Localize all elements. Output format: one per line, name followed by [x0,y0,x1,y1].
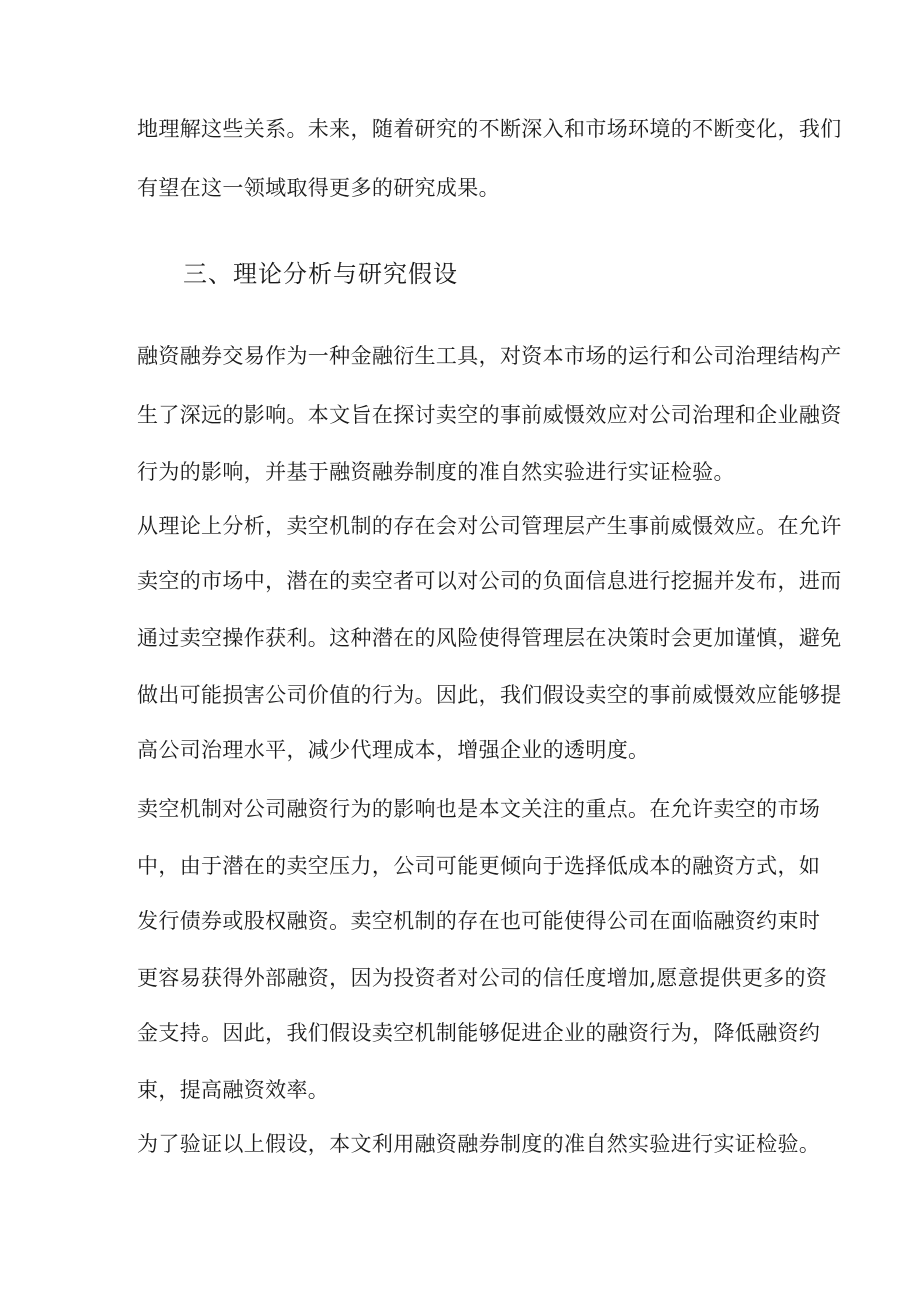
paragraph-2-line-2: 卖空的市场中，潜在的卖空者可以对公司的负面信息进行挖掘并发布，进而 [137,569,842,593]
paragraph-2-line-5: 高公司治理水平，减少代理成本，增强企业的透明度。 [137,738,650,762]
paragraph-2-line-4: 做出可能损害公司价值的行为。因此，我们假设卖空的事前威慑效应能够提 [137,683,842,707]
paragraph-1-line-1: 融资融券交易作为一种金融衍生工具，对资本市场的运行和公司治理结构产 [137,344,842,368]
paragraph-3-line-6: 束，提高融资效率。 [137,1078,330,1102]
paragraph-3-line-4: 更容易获得外部融资，因为投资者对公司的信任度增加,愿意提供更多的资 [137,966,828,990]
paragraph-3-line-2: 中，由于潜在的卖空压力，公司可能更倾向于选择低成本的融资方式，如 [137,854,821,878]
intro-line-2: 有望在这一领域取得更多的研究成果。 [137,176,500,200]
paragraph-3-line-1: 卖空机制对公司融资行为的影响也是本文关注的重点。在允许卖空的市场 [137,797,821,821]
paragraph-1-line-3: 行为的影响，并基于融资融券制度的准自然实验进行实证检验。 [137,460,735,484]
paragraph-3-line-3: 发行债券或股权融资。卖空机制的存在也可能使得公司在面临融资约束时 [137,909,821,933]
paragraph-1-line-2: 生了深远的影响。本文旨在探讨卖空的事前威慑效应对公司治理和企业融资 [137,403,842,427]
section-heading: 三、理论分析与研究假设 [183,260,458,288]
paragraph-4-line-1: 为了验证以上假设，本文利用融资融券制度的准自然实验进行实证检验。 [137,1132,821,1156]
paragraph-2-line-1: 从理论上分析，卖空机制的存在会对公司管理层产生事前威慑效应。在允许 [137,514,842,538]
paragraph-3-line-5: 金支持。因此，我们假设卖空机制能够促进企业的融资行为，降低融资约 [137,1021,821,1045]
intro-line-1: 地理解这些关系。未来，随着研究的不断深入和市场环境的不断变化，我们 [137,117,842,141]
paragraph-2-line-3: 通过卖空操作获利。这种潜在的风险使得管理层在决策时会更加谨慎，避免 [137,626,842,650]
